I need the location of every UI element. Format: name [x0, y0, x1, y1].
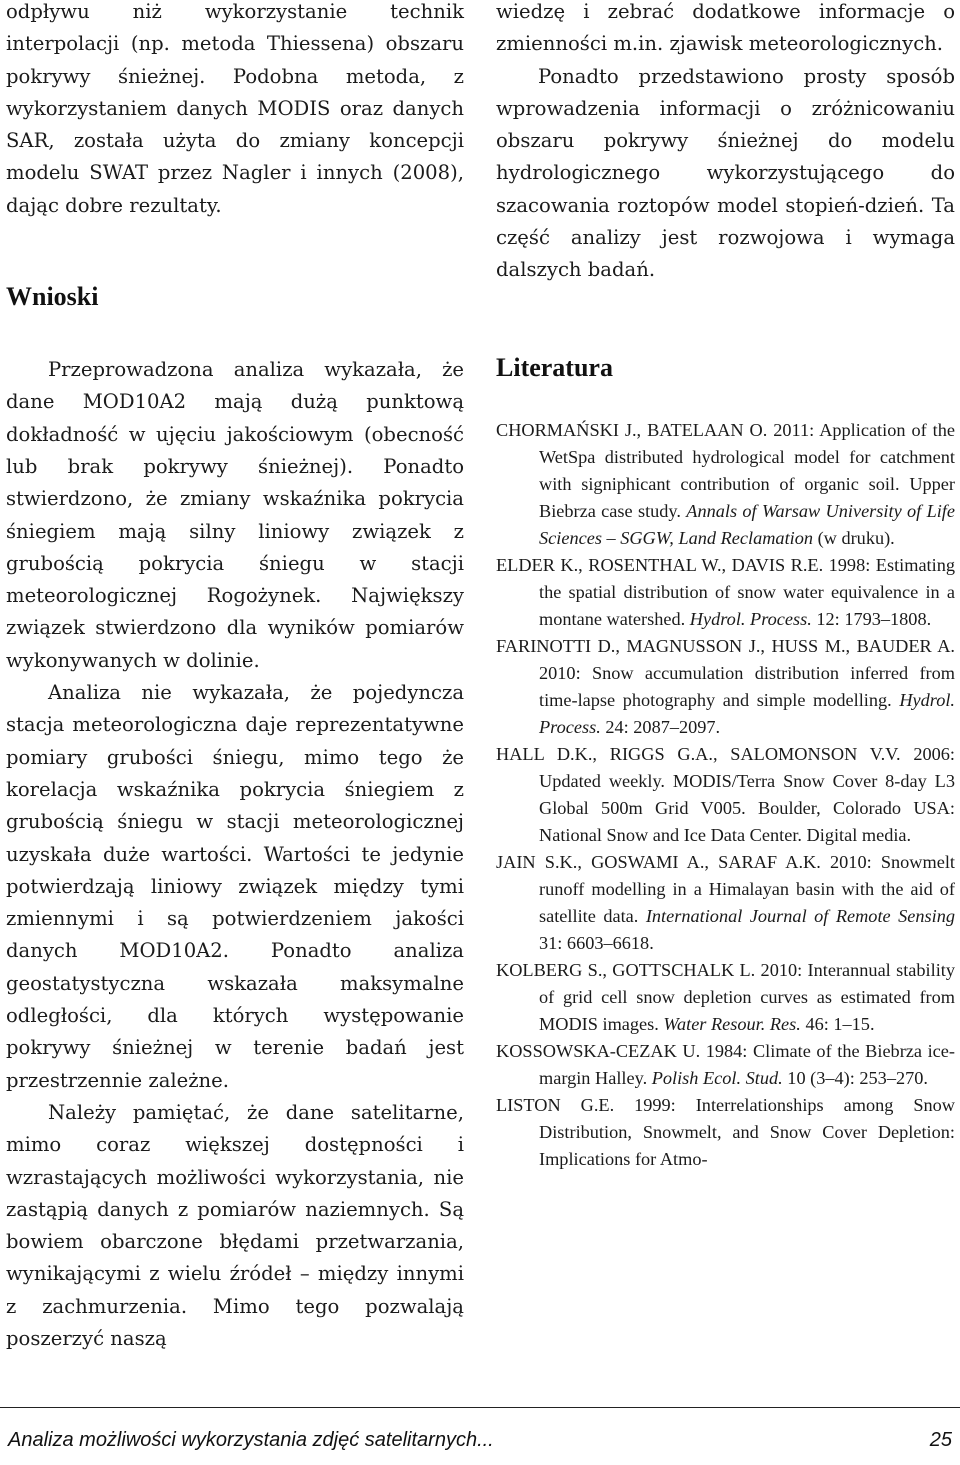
section-heading-references: Literatura	[496, 352, 613, 382]
section-heading-conclusions: Wnioski	[6, 282, 99, 312]
reference-journal: Hydrol. Process.	[539, 689, 955, 737]
conclusions-paragraph-2: Analiza nie wykazała, że pojedyncza stacja meteorologiczna daje reprezentatywne pomiary grubości śniegu, mimo tego że korelacja wskaźnika pokrycia śniegiem z grubością śniegu w stacji meteorologicznej uzyskała duże wartości. Wartości te jedynie potwierdzają liniowy związek między tymi zmiennymi i są potwierdzeniem jakości danych MOD10A2. Ponadto analiza geostatystyczna wskazała maksymalne odległości, dla których występowanie pokrywy śnieżnej w terenie badań jest przestrzennie zależne.	[6, 681, 464, 1092]
right-column	[496, 0, 955, 1173]
conclusions-paragraph-1: Przeprowadzona analiza wykazała, że dane MOD10A2 mają dużą punktową dokładność w ujęciu jakościowym (obecność lub brak pokrywy śnieżnej). Ponadto stwierdzono, że zmiany wskaźnika pokrycia śniegiem mają silny liniowy związek z grubością pokrycia śniegu w stacji meteorologicznej Rogożynek. Największy związek stwierdzono dla wyników pomiarów wykonywanych w dolinie.	[6, 358, 464, 672]
left-column	[6, 0, 464, 1355]
reference-journal: Water Resour. Res.	[663, 1013, 801, 1034]
reference-journal: Polish Ecol. Stud.	[651, 1067, 783, 1088]
reference-tail: 31: 6603–6618.	[539, 932, 654, 953]
reference-text: KOLBERG S., GOTTSCHALK L. 2010: Interannual stability of grid cell snow depletion curves as estimated from MODIS images.	[496, 959, 955, 1034]
intro-paragraph: odpływu niż wykorzystanie technik interpolacji (np. metoda Thiessena) obszaru pokrywy śnieżnej. Podobna metoda, z wykorzystaniem danych MODIS oraz danych SAR, została użyta do zmiany koncepcji modelu SWAT przez Nagler i innych (2008), dając dobre rezultaty.	[6, 0, 464, 217]
reference-journal: Hydrol. Process.	[689, 608, 812, 629]
reference-item	[496, 1092, 955, 1173]
conclusions-paragraph-3: Należy pamiętać, że dane satelitarne, mimo coraz większej dostępności i wzrastających możliwości wykorzystania, nie zastąpią danych z pomiarów naziemnych. Są bowiem obarczone błędami przetwarzania, wynikającymi z wielu źródeł – między innymi z zachmurzenia. Mimo tego pozwalają poszerzyć naszą	[6, 1100, 464, 1350]
reference-item	[496, 633, 955, 741]
reference-item	[496, 849, 955, 957]
running-title: Analiza możliwości wykorzystania zdjęć satelitarnych...	[8, 1429, 494, 1451]
reference-journal: Annals of Warsaw University of Life Sciences – SGGW, Land Reclamation	[539, 500, 956, 548]
reference-text: HALL D.K., RIGGS G.A., SALOMONSON V.V. 2006: Updated weekly. MODIS/Terra Snow Cover 8-day L3 Global 500m Grid V005. Boulder, Colorado USA: National Snow and Ice Data Center. Digital media.	[496, 743, 955, 845]
reference-tail: 24: 2087–2097.	[600, 716, 721, 737]
reference-item	[496, 957, 955, 1038]
page-number: 25	[929, 1429, 952, 1451]
reference-item	[496, 1038, 955, 1092]
reference-item	[496, 417, 955, 552]
reference-item	[496, 741, 955, 849]
conclusions-paragraph-4: Ponadto przedstawiono prosty sposób wprowadzenia informacji o zróżnicowaniu obszaru pokrywy śnieżnej do modelu hydrologicznego wykorzystującego do szacowania roztopów model stopień-dzień. Ta część analizy jest rozwojowa i wymaga dalszych badań.	[496, 64, 955, 282]
reference-item	[496, 552, 955, 633]
footer-divider	[0, 1407, 960, 1408]
reference-text: ELDER K., ROSENTHAL W., DAVIS R.E. 1998: Estimating the spatial distribution of snow water equivalence in a montane watershed.	[496, 554, 955, 629]
reference-tail: 46: 1–15.	[800, 1013, 875, 1034]
reference-text: FARINOTTI D., MAGNUSSON J., HUSS M., BAUDER A. 2010: Snow accumulation distribution inferred from time-lapse photography and simple modelling.	[496, 635, 955, 710]
reference-tail: 10 (3–4): 253–270.	[782, 1067, 928, 1088]
continuation-paragraph: wiedzę i zebrać dodatkowe informacje o zmienności m.in. zjawisk meteorologicznych.	[496, 0, 955, 56]
reference-journal: International Journal of Remote Sensing	[645, 905, 955, 926]
reference-text: KOSSOWSKA-CEZAK U. 1984: Climate of the Biebrza ice-margin Halley.	[496, 1040, 955, 1088]
reference-text: JAIN S.K., GOSWAMI A., SARAF A.K. 2010: Snowmelt runoff modelling in a Himalayan basin with the aid of satellite data.	[496, 851, 955, 926]
page-footer	[0, 1407, 960, 1465]
reference-list	[496, 417, 955, 1173]
reference-text: CHORMAŃSKI J., BATELAAN O. 2011: Application of the WetSpa distributed hydrological model for catchment with signiphicant contribution of organic soil. Upper Biebrza case study.	[496, 419, 955, 521]
reference-text: LISTON G.E. 1999: Interrelationships among Snow Distribution, Snowmelt, and Snow Cover Depletion: Implications for Atmo-	[496, 1094, 955, 1169]
reference-tail: (w druku).	[813, 527, 895, 548]
reference-tail: 12: 1793–1808.	[811, 608, 932, 629]
